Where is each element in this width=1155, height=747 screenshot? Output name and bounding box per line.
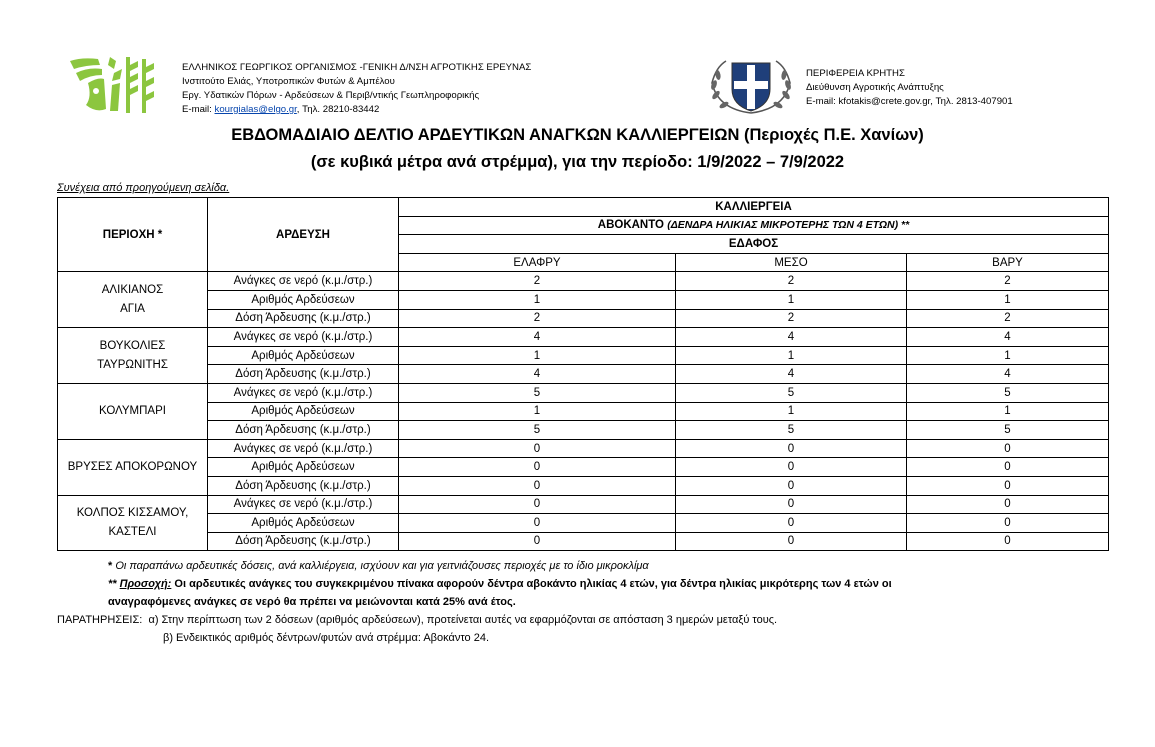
region-name-line1: ΒΡΥΣΕΣ ΑΠΟΚΟΡΩΝΟΥ: [67, 460, 198, 473]
table-row: [58, 290, 1109, 309]
value-cell: 2: [399, 272, 676, 291]
header-irrigation: ΑΡΔΕΥΣΗ: [208, 198, 399, 272]
region-name-line2: ΤΑΥΡΩΝΙΤΗΣ: [97, 358, 168, 371]
crop-note: (ΔΕΝΔΡΑ ΗΛΙΚΙΑΣ ΜΙΚΡΟΤΕΡΗΣ ΤΩΝ 4 ΕΤΩΝ) **: [667, 219, 910, 232]
header-right-line1: ΠΕΡΙΦΕΡΕΙΑ ΚΡΗΤΗΣ: [806, 68, 905, 79]
value-cell: 0: [399, 476, 676, 495]
dstar-mark: **: [108, 578, 120, 590]
table-row: [58, 476, 1109, 495]
table-row: [58, 402, 1109, 421]
metric-label: Αριθμός Αρδεύσεων: [208, 402, 399, 421]
value-cell: 0: [676, 495, 907, 514]
elgo-logo-icon: [68, 55, 174, 115]
metric-label: Δόση Άρδευσης (κ.μ./στρ.): [208, 365, 399, 384]
header-right-line2: Διεύθυνση Αγροτικής Ανάπτυξης: [806, 82, 944, 93]
value-cell: 2: [907, 272, 1109, 291]
region-cell: [58, 383, 208, 439]
remarks-a: [57, 614, 777, 626]
value-cell: 1: [907, 346, 1109, 365]
value-cell: 1: [676, 402, 907, 421]
header-crop: ΚΑΛΛΙΕΡΓΕΙΑ: [399, 198, 1109, 217]
dstar-text1: Οι αρδευτικές ανάγκες του συγκεκριμένου πίνακα αφορούν δέντρα αβοκάντο ηλικίας 4 ετών, για δέντρα ηλικίας μικρότερης των 4 ετών οι: [171, 578, 892, 590]
value-cell: 0: [676, 458, 907, 477]
metric-label: Ανάγκες σε νερό (κ.μ./στρ.): [208, 495, 399, 514]
table-row: [58, 365, 1109, 384]
star-text: Οι παραπάνω αρδευτικές δόσεις, ανά καλλιέργεια, ισχύουν και για γειτνιάζουσες περιοχές με το ίδιο μικροκλίμα: [112, 560, 649, 572]
value-cell: 4: [907, 328, 1109, 347]
value-cell: 0: [907, 532, 1109, 551]
value-cell: 5: [399, 383, 676, 402]
value-cell: 1: [907, 290, 1109, 309]
soil-light: ΕΛΑΦΡΥ: [399, 253, 676, 272]
value-cell: 0: [907, 476, 1109, 495]
region-name-line1: ΚΟΛΠΟΣ ΚΙΣΣΑΜΟΥ,: [76, 506, 189, 519]
metric-label: Ανάγκες σε νερό (κ.μ./στρ.): [208, 439, 399, 458]
value-cell: 5: [676, 383, 907, 402]
note-double-star: [108, 578, 892, 590]
header-left: [68, 55, 548, 117]
document-subtitle: (σε κυβικά μέτρα ανά στρέμμα), για την περίοδο: 1/9/2022 – 7/9/2022: [310, 153, 845, 171]
metric-label: Δόση Άρδευσης (κ.μ./στρ.): [208, 476, 399, 495]
value-cell: 0: [399, 532, 676, 551]
header-crop-name: [399, 216, 1109, 235]
value-cell: 5: [907, 421, 1109, 440]
value-cell: 5: [676, 421, 907, 440]
email-link[interactable]: kourgialas@elgo.gr: [214, 104, 297, 115]
header-left-line3: Εργ. Υδατικών Πόρων - Αρδεύσεων & Περιβ/ντικής Γεωπληροφορικής: [182, 90, 480, 101]
value-cell: 5: [907, 383, 1109, 402]
metric-label: Αριθμός Αρδεύσεων: [208, 346, 399, 365]
value-cell: 0: [676, 514, 907, 533]
metric-label: Αριθμός Αρδεύσεων: [208, 458, 399, 477]
region-cell: [58, 495, 208, 551]
value-cell: 0: [399, 514, 676, 533]
table-row: [58, 458, 1109, 477]
value-cell: 1: [676, 290, 907, 309]
value-cell: 1: [399, 290, 676, 309]
table-row: [58, 514, 1109, 533]
table-row: [58, 383, 1109, 402]
value-cell: 2: [676, 272, 907, 291]
remark-a-text: α) Στην περίπτωση των 2 δόσεων (αριθμός αρδεύσεων), προτείνεται αυτές να εφαρμόζονται σε απόσταση 3 ημερών μεταξύ τους.: [148, 614, 778, 626]
remarks-label: ΠΑΡΑΤΗΡΗΣΕΙΣ:: [57, 614, 143, 626]
value-cell: 2: [399, 309, 676, 328]
metric-label: Δόση Άρδευσης (κ.μ./στρ.): [208, 421, 399, 440]
value-cell: 0: [907, 439, 1109, 458]
table-row: [58, 346, 1109, 365]
greek-emblem-icon: [706, 55, 796, 117]
value-cell: 0: [399, 458, 676, 477]
note-star: [108, 560, 649, 572]
value-cell: 0: [399, 439, 676, 458]
value-cell: 1: [676, 346, 907, 365]
soil-medium: ΜΕΣΟ: [676, 253, 907, 272]
region-cell: [58, 439, 208, 495]
header-left-contact: [182, 103, 531, 117]
metric-label: Δόση Άρδευσης (κ.μ./στρ.): [208, 532, 399, 551]
value-cell: 2: [907, 309, 1109, 328]
value-cell: 0: [676, 532, 907, 551]
region-cell: [58, 272, 208, 328]
table-row: [58, 272, 1109, 291]
soil-heavy: ΒΑΡΥ: [907, 253, 1109, 272]
value-cell: 0: [676, 476, 907, 495]
table-row: [58, 328, 1109, 347]
table-row: [58, 421, 1109, 440]
header-region: ΠΕΡΙΟΧΗ *: [58, 198, 208, 272]
irrigation-table: [57, 197, 1109, 551]
value-cell: 4: [676, 365, 907, 384]
region-name-line1: ΚΟΛΥΜΠΑΡΙ: [99, 404, 166, 417]
value-cell: 0: [907, 458, 1109, 477]
value-cell: 1: [399, 346, 676, 365]
table-row: [58, 532, 1109, 551]
table-row: [58, 495, 1109, 514]
value-cell: 0: [907, 495, 1109, 514]
region-name-line1: ΑΛΙΚΙΑΝΟΣ: [101, 283, 164, 296]
region-name-line2: ΚΑΣΤΕΛΙ: [108, 525, 157, 538]
region-name-line1: ΒΟΥΚΟΛΙΕΣ: [99, 339, 166, 352]
table-row: [58, 309, 1109, 328]
value-cell: 1: [399, 402, 676, 421]
remark-b-text: β) Ενδεικτικός αριθμός δέντρων/φυτών ανά στρέμμα: Αβοκάντο 24.: [163, 632, 490, 644]
value-cell: 5: [399, 421, 676, 440]
value-cell: 4: [399, 328, 676, 347]
value-cell: 1: [907, 402, 1109, 421]
value-cell: 4: [676, 328, 907, 347]
value-cell: 0: [907, 514, 1109, 533]
metric-label: Ανάγκες σε νερό (κ.μ./στρ.): [208, 272, 399, 291]
header-right-line3: E-mail: kfotakis@crete.gov.gr, Τηλ. 2813-407901: [806, 96, 1013, 107]
crop-name: ΑΒΟΚΑΝΤΟ: [597, 219, 664, 232]
metric-label: Ανάγκες σε νερό (κ.μ./στρ.): [208, 383, 399, 402]
star-mark: *: [108, 560, 113, 572]
value-cell: 4: [399, 365, 676, 384]
metric-label: Δόση Άρδευσης (κ.μ./στρ.): [208, 309, 399, 328]
header-left-line2: Ινστιτούτο Ελιάς, Υποτροπικών Φυτών & Αμπέλου: [182, 76, 395, 87]
document-title: ΕΒΔΟΜΑΔΙΑΙΟ ΔΕΛΤΙΟ ΑΡΔΕΥΤΙΚΩΝ ΑΝΑΓΚΩΝ ΚΑΛΛΙΕΡΓΕΙΩΝ (Περιοχές Π.Ε. Χανίων): [231, 126, 924, 144]
header-left-line1: ΕΛΛΗΝΙΚΟΣ ΓΕΩΡΓΙΚΟΣ ΟΡΓΑΝΙΣΜΟΣ -ΓΕΝΙΚΗ Δ/ΝΣΗ ΑΓΡΟΤΙΚΗΣ ΕΡΕΥΝΑΣ: [182, 62, 532, 73]
header-right: [706, 55, 1126, 119]
dstar-label: Προσοχή:: [119, 578, 172, 590]
header-soil: ΕΔΑΦΟΣ: [399, 235, 1109, 254]
phone-text: , Τηλ. 28210-83442: [296, 104, 380, 115]
metric-label: Αριθμός Αρδεύσεων: [208, 290, 399, 309]
note-double-star-cont: αναγραφόμενες ανάγκες σε νερό θα πρέπει να μειώνονται κατά 25% ανά έτος.: [108, 596, 516, 608]
region-cell: [58, 328, 208, 384]
region-name-line2: ΑΓΙΑ: [120, 302, 145, 315]
value-cell: 0: [676, 439, 907, 458]
value-cell: 4: [907, 365, 1109, 384]
metric-label: Ανάγκες σε νερό (κ.μ./στρ.): [208, 328, 399, 347]
email-label: E-mail:: [182, 104, 215, 115]
table-row: [58, 439, 1109, 458]
metric-label: Αριθμός Αρδεύσεων: [208, 514, 399, 533]
continued-note: Συνέχεια από προηγούμενη σελίδα.: [57, 182, 230, 194]
value-cell: 0: [399, 495, 676, 514]
value-cell: 2: [676, 309, 907, 328]
